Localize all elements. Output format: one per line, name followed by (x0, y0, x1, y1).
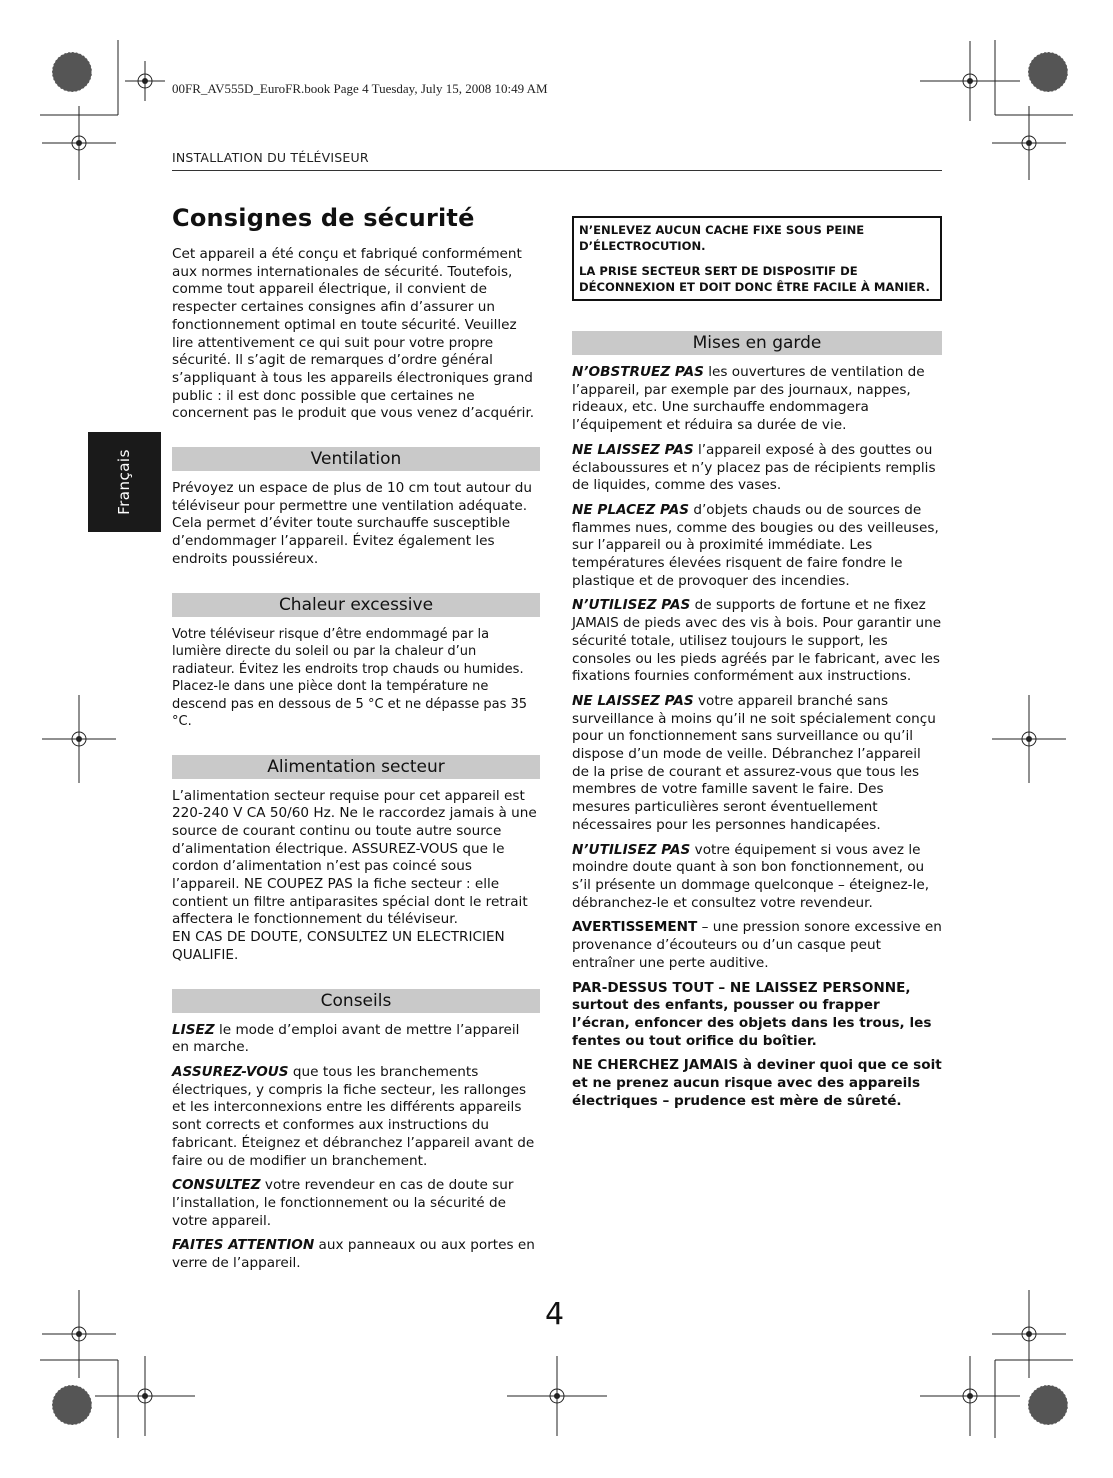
hearing-warning: AVERTISSEMENT – une pression sonore excessive en provenance d’écouteurs ou d’un casque peut entraîner une perte auditive. (572, 919, 942, 971)
advice-item: CONSULTEZ votre revendeur en cas de doute sur l’installation, le fonctionnement ou la sécurité de votre appareil. (172, 1177, 514, 1229)
warning-box-line: N’ENLEVEZ AUCUN CACHE FIXE SOUS PEINE D’ÉLECTROCUTION. (579, 223, 865, 253)
caution-item: N’UTILISEZ PAS de supports de fortune et ne fixez JAMAIS de pieds avec des vis à bois. Pour garantir une sécurité totale, utilisez toujours le support, les consoles ou les pieds agréés par le fabricant, avec les fixations fournies conformément aux instructions. (572, 597, 942, 685)
right-column (572, 216, 942, 1117)
caution-item: NE LAISSEZ PAS votre appareil branché sans surveillance à moins qu’il ne soit spécialement conçu pour un fonctionnement sans surveillance ou qu’il dispose d’un mode de veille. Débranchez l’appareil de la prise de courant et assurez-vous que tous les membres de votre famille savent le faire. Des mesures particulières seront éventuellement nécessaires pour les personnes handicapées. (572, 692, 936, 833)
intro-text: Cet appareil a été conçu et fabriqué conformément aux normes internationales de sécurité. Toutefois, comme tout appareil électrique, il convient de respecter certaines consignes afin d’assurer un fonctionnement optimal en toute sécurité. Veuillez lire attentivement ce qui suit pour votre propre sécurité. Il s’agit de remarques d’ordre général s’appliquant à tous les appareils électroniques grand public : il est donc possible que certaines ne concernent pas le produit que vous venez d’acquérir. (172, 246, 535, 422)
warning-box (572, 216, 942, 301)
caution-item: NE LAISSEZ PAS l’appareil exposé à des gouttes ou éclaboussures et n’y placez pas de récipients remplis de liquides, comme des vases. (572, 441, 936, 494)
caution-item: N’OBSTRUEZ PAS les ouvertures de ventilation de l’appareil, par exemple par des journaux, nappes, rideaux, etc. Une surchauffe endommagera l’équipement et réduira sa durée de vie. (572, 364, 925, 434)
header-rule (172, 170, 942, 171)
section-heading-heat: Chaleur excessive (172, 593, 540, 617)
language-tab (88, 432, 161, 532)
ventilation-text: Prévoyez un espace de plus de 10 cm tout autour du téléviseur pour permettre une ventilation adéquate. Cela permet d’éviter toute surchauffe susceptible d’endommager l’appareil. Évitez également les endroits poussiéreux. (172, 480, 532, 567)
section-heading-power: Alimentation secteur (172, 755, 540, 779)
advice-item: FAITES ATTENTION aux panneaux ou aux portes en verre de l’appareil. (172, 1237, 535, 1272)
caution-item: NE PLACEZ PAS d’objets chauds ou de sources de flammes nues, comme des bougies ou des veilleuses, sur l’appareil ou à proximité immédiate. Les températures élevées risquent de faire fondre le plastique et de provoquer des incendies. (572, 501, 939, 589)
left-column (172, 204, 540, 1280)
advice-item: ASSUREZ-VOUS que tous les branchements électriques, y compris la fiche secteur, les rallonges et les interconnexions entre les différents appareils sont corrects et conformes aux instructions du fabricant. Éteignez et débranchez l’appareil avant de faire ou de modifier un branchement. (172, 1063, 535, 1169)
language-tab-label: Français (115, 449, 133, 515)
section-heading-ventilation: Ventilation (172, 447, 540, 471)
section-heading-cautions: Mises en garde (572, 331, 942, 355)
final-warning: NE CHERCHEZ JAMAIS à deviner quoi que ce soit et ne prenez aucun risque avec des appareils électriques – prudence est mère de sûreté. (572, 1057, 942, 1109)
print-info: 00FR_AV555D_EuroFR.book Page 4 Tuesday, July 15, 2008 10:49 AM (172, 81, 548, 96)
running-head: INSTALLATION DU TÉLÉVISEUR (172, 150, 369, 165)
power-text-caps: EN CAS DE DOUTE, CONSULTEZ UN ELECTRICIEN QUALIFIE. (172, 929, 505, 963)
page-number: 4 (545, 1297, 565, 1332)
caution-item: N’UTILISEZ PAS votre équipement si vous avez le moindre doute quant à son bon fonctionnement, ou s’il présente un dommage quelconque – éteignez-le, débranchez-le et consultez votre revendeur. (572, 841, 930, 911)
warning-box-line: LA PRISE SECTEUR SERT DE DISPOSITIF DE DÉCONNEXION ET DOIT DONC ÊTRE FACILE À MANIER. (579, 264, 930, 294)
heat-text: Votre téléviseur risque d’être endommagé par la lumière directe du soleil ou par la chaleur d’un radiateur. Évitez les endroits trop chauds ou humides. Placez-le dans une pièce dont la température ne descend pas en dessous de 5 °C et ne dépasse pas 35 °C. (172, 626, 528, 730)
advice-item: LISEZ le mode d’emploi avant de mettre l’appareil en marche. (172, 1021, 520, 1056)
power-text: L’alimentation secteur requise pour cet appareil est 220-240 V CA 50/60 Hz. Ne le raccordez jamais à une source de courant continu ou toute autre source d’alimentation électrique. ASSUREZ-VOUS que le cordon d’alimentation n’est pas coincé sous l’appareil. NE COUPEZ PAS la fiche secteur : elle contient un filtre antiparasites spécial dont le retrait affectera le fonctionnement du téléviseur. (172, 787, 537, 928)
page-title: Consignes de sécurité (172, 204, 475, 232)
main-warning: PAR-DESSUS TOUT – NE LAISSEZ PERSONNE, surtout des enfants, pousser ou frapper l’écran, enfoncer des objets dans les trous, les fentes ou tout orifice du boîtier. (572, 979, 932, 1049)
section-heading-advice: Conseils (172, 989, 540, 1013)
